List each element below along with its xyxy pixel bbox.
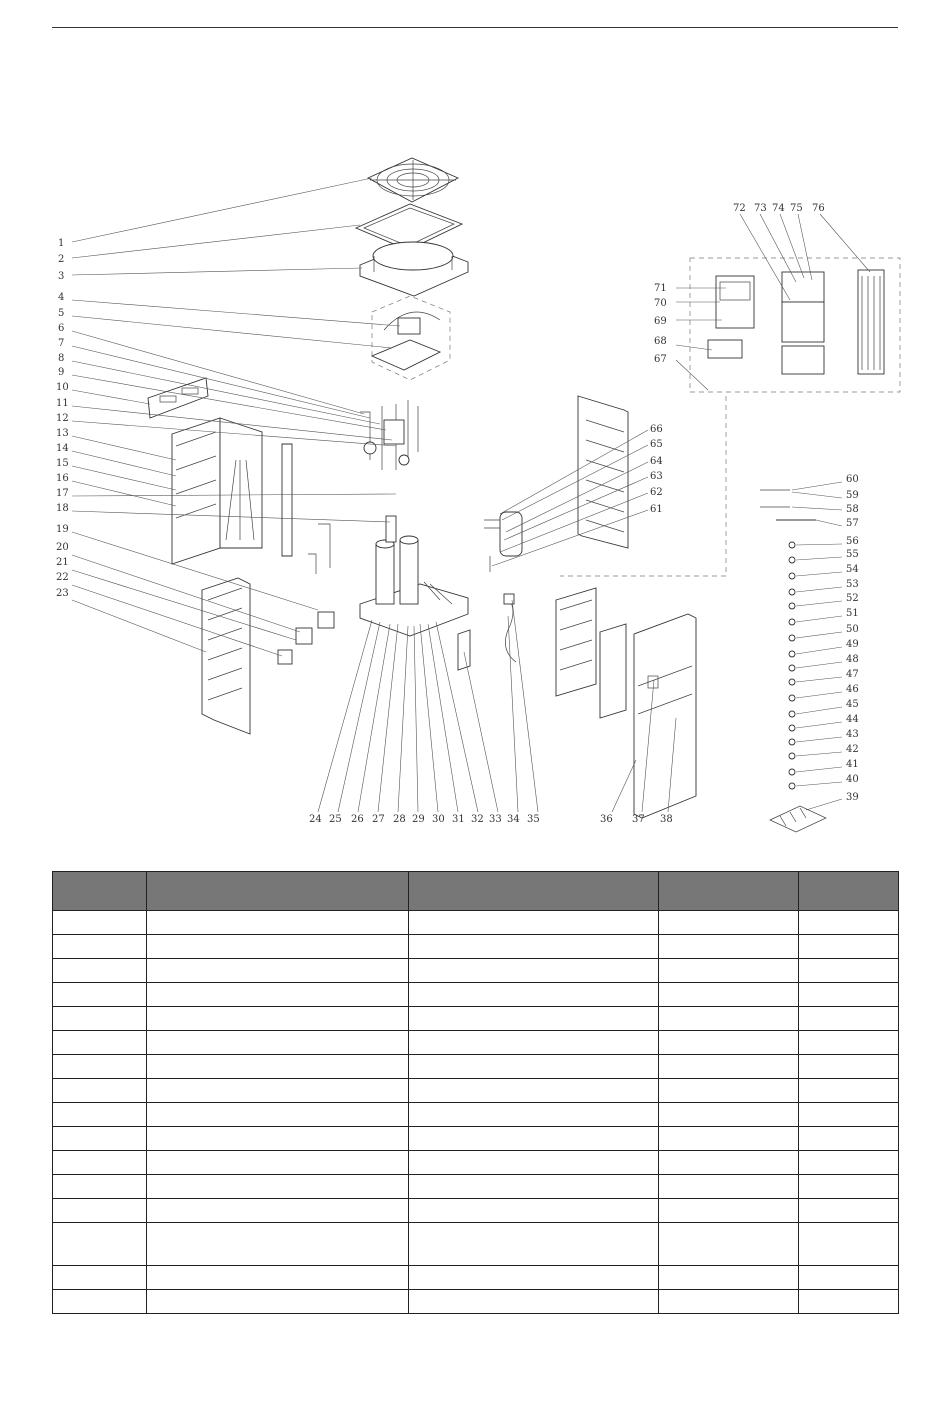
callout-30: 30: [432, 814, 445, 825]
callout-22: 22: [56, 572, 69, 583]
callout-38: 38: [660, 814, 673, 825]
table-row: [53, 959, 899, 983]
table-cell: [147, 1127, 409, 1151]
callout-41: 41: [846, 759, 859, 770]
table-cell: [799, 911, 899, 935]
table-cell: [409, 1007, 659, 1031]
callout-2: 2: [58, 254, 65, 265]
callout-labels-right: [846, 474, 859, 803]
callout-73: 73: [754, 203, 767, 214]
table-cell: [659, 1055, 799, 1079]
table-cell: [409, 1175, 659, 1199]
callout-6: 6: [58, 323, 65, 334]
header-cell: [147, 872, 409, 911]
table-cell: [147, 1055, 409, 1079]
callout-10: 10: [56, 382, 69, 393]
table-row: [53, 911, 899, 935]
callout-61: 61: [650, 504, 663, 515]
table-cell: [409, 911, 659, 935]
callout-labels-bottom: [309, 814, 673, 825]
callout-13: 13: [56, 428, 69, 439]
table-cell: [659, 1290, 799, 1314]
callout-70: 70: [654, 298, 667, 309]
table-cell: [799, 1151, 899, 1175]
callout-26: 26: [351, 814, 364, 825]
table-cell: [147, 959, 409, 983]
callout-33: 33: [489, 814, 502, 825]
callout-8: 8: [58, 353, 65, 364]
table-cell: [799, 935, 899, 959]
callout-47: 47: [846, 669, 859, 680]
callout-63: 63: [650, 471, 663, 482]
table-cell: [409, 1055, 659, 1079]
table-cell: [659, 1151, 799, 1175]
callout-55: 55: [846, 549, 859, 560]
parts-table-header: [53, 872, 899, 911]
table-row: [53, 1031, 899, 1055]
table-cell: [147, 1290, 409, 1314]
callout-71: 71: [654, 283, 667, 294]
table-cell: [53, 1175, 147, 1199]
callout-34: 34: [507, 814, 520, 825]
header-cell: [409, 872, 659, 911]
table-cell: [799, 983, 899, 1007]
callout-11: 11: [56, 398, 69, 409]
callout-48: 48: [846, 654, 859, 665]
table-row: [53, 1199, 899, 1223]
table-cell: [53, 1055, 147, 1079]
table-cell: [659, 1266, 799, 1290]
callout-23: 23: [56, 588, 69, 599]
callout-46: 46: [846, 684, 859, 695]
table-row: [53, 1290, 899, 1314]
table-cell: [147, 1223, 409, 1266]
callout-43: 43: [846, 729, 859, 740]
table-cell: [53, 1290, 147, 1314]
callout-labels-left: [56, 238, 69, 599]
table-cell: [659, 1031, 799, 1055]
header-cell: [799, 872, 899, 911]
table-cell: [799, 1007, 899, 1031]
table-cell: [409, 1290, 659, 1314]
table-cell: [409, 1127, 659, 1151]
table-cell: [799, 1031, 899, 1055]
callout-50: 50: [846, 624, 859, 635]
control-box-boards: [708, 270, 884, 374]
parts-table: [52, 871, 899, 1314]
table-cell: [147, 1151, 409, 1175]
callout-5: 5: [58, 308, 65, 319]
table-cell: [409, 1031, 659, 1055]
table-cell: [147, 911, 409, 935]
table-cell: [409, 935, 659, 959]
table-cell: [147, 1079, 409, 1103]
callout-24: 24: [309, 814, 322, 825]
callout-31: 31: [452, 814, 465, 825]
callout-35: 35: [527, 814, 540, 825]
right-side-panel: [578, 396, 628, 548]
base-tray: [360, 516, 468, 636]
callout-75: 75: [790, 203, 803, 214]
callout-14: 14: [56, 443, 69, 454]
table-cell: [659, 935, 799, 959]
table-cell: [53, 1079, 147, 1103]
callout-9: 9: [58, 367, 65, 378]
table-cell: [53, 1127, 147, 1151]
table-cell: [147, 935, 409, 959]
callout-labels-side-panel: [650, 424, 663, 515]
callout-53: 53: [846, 579, 859, 590]
table-cell: [799, 1079, 899, 1103]
table-row: [53, 1055, 899, 1079]
callout-3: 3: [58, 271, 65, 282]
table-row: [53, 1223, 899, 1266]
callout-4: 4: [58, 292, 65, 303]
callout-17: 17: [56, 488, 69, 499]
callout-68: 68: [654, 336, 667, 347]
callout-39: 39: [846, 792, 859, 803]
callout-19: 19: [56, 524, 69, 535]
table-cell: [799, 959, 899, 983]
fan-guard: [368, 158, 458, 202]
table-cell: [147, 1199, 409, 1223]
table-cell: [659, 959, 799, 983]
electric-box: [556, 588, 626, 718]
callout-60: 60: [846, 474, 859, 485]
callout-27: 27: [372, 814, 385, 825]
table-cell: [659, 1199, 799, 1223]
callout-62: 62: [650, 487, 663, 498]
table-cell: [147, 983, 409, 1007]
back-plate: [148, 378, 208, 418]
table-cell: [53, 911, 147, 935]
table-cell: [53, 1151, 147, 1175]
bracket: [458, 630, 470, 670]
callout-67: 67: [654, 354, 667, 365]
callout-25: 25: [329, 814, 342, 825]
table-cell: [409, 983, 659, 1007]
callout-29: 29: [412, 814, 425, 825]
table-row: [53, 1266, 899, 1290]
table-cell: [659, 983, 799, 1007]
callout-74: 74: [772, 203, 785, 214]
front-panel: [634, 614, 696, 818]
callout-51: 51: [846, 608, 859, 619]
callout-54: 54: [846, 564, 859, 575]
table-cell: [799, 1055, 899, 1079]
callout-21: 21: [56, 557, 69, 568]
valve-assembly: [360, 400, 418, 470]
table-row: [53, 1175, 899, 1199]
table-cell: [659, 1175, 799, 1199]
table-cell: [53, 983, 147, 1007]
table-cell: [659, 1079, 799, 1103]
table-cell: [409, 1151, 659, 1175]
fasteners: [760, 490, 826, 832]
table-cell: [147, 1175, 409, 1199]
callout-40: 40: [846, 774, 859, 785]
callout-1: 1: [58, 238, 65, 249]
callout-28: 28: [393, 814, 406, 825]
callout-45: 45: [846, 699, 859, 710]
table-cell: [409, 1223, 659, 1266]
gas-liquid-separator: [484, 512, 522, 572]
callout-59: 59: [846, 490, 859, 501]
callout-64: 64: [650, 456, 663, 467]
table-row: [53, 983, 899, 1007]
table-cell: [409, 959, 659, 983]
callout-72: 72: [733, 203, 746, 214]
callout-15: 15: [56, 458, 69, 469]
table-cell: [53, 1031, 147, 1055]
callout-labels-top-right: [733, 203, 825, 214]
callout-labels-control-box: [654, 283, 667, 365]
table-cell: [147, 1266, 409, 1290]
table-cell: [53, 935, 147, 959]
callout-58: 58: [846, 504, 859, 515]
table-cell: [53, 1223, 147, 1266]
table-cell: [147, 1031, 409, 1055]
callout-57: 57: [846, 518, 859, 529]
callout-37: 37: [632, 814, 645, 825]
table-cell: [53, 1199, 147, 1223]
table-cell: [799, 1127, 899, 1151]
heat-exchanger: [172, 418, 292, 564]
table-cell: [409, 1103, 659, 1127]
callout-76: 76: [812, 203, 825, 214]
table-cell: [799, 1199, 899, 1223]
table-cell: [409, 1266, 659, 1290]
table-cell: [799, 1266, 899, 1290]
table-cell: [409, 1199, 659, 1223]
table-row: [53, 1151, 899, 1175]
table-cell: [799, 1103, 899, 1127]
callout-18: 18: [56, 503, 69, 514]
table-cell: [53, 1007, 147, 1031]
fan-motor-assembly: [372, 296, 450, 380]
callout-66: 66: [650, 424, 663, 435]
table-cell: [659, 1103, 799, 1127]
callout-32: 32: [471, 814, 484, 825]
table-cell: [53, 1266, 147, 1290]
table-row: [53, 1079, 899, 1103]
leader-lines: [72, 178, 870, 812]
table-cell: [53, 1103, 147, 1127]
callout-20: 20: [56, 542, 69, 553]
table-row: [53, 1007, 899, 1031]
table-cell: [799, 1223, 899, 1266]
table-cell: [147, 1007, 409, 1031]
header-cell: [659, 872, 799, 911]
table-cell: [799, 1175, 899, 1199]
callout-69: 69: [654, 316, 667, 327]
callout-7: 7: [58, 338, 65, 349]
callout-65: 65: [650, 439, 663, 450]
table-row: [53, 1103, 899, 1127]
table-cell: [659, 1127, 799, 1151]
callout-42: 42: [846, 744, 859, 755]
table-row: [53, 1127, 899, 1151]
callout-12: 12: [56, 413, 69, 424]
callout-16: 16: [56, 473, 69, 484]
table-cell: [659, 911, 799, 935]
header-cell: [53, 872, 147, 911]
table-cell: [659, 1007, 799, 1031]
table-cell: [659, 1223, 799, 1266]
callout-56: 56: [846, 536, 859, 547]
table-cell: [147, 1103, 409, 1127]
table-cell: [799, 1290, 899, 1314]
table-cell: [53, 959, 147, 983]
callout-52: 52: [846, 593, 859, 604]
top-cover: [360, 242, 468, 296]
callout-44: 44: [846, 714, 859, 725]
callout-49: 49: [846, 639, 859, 650]
table-row: [53, 935, 899, 959]
table-cell: [409, 1079, 659, 1103]
callout-36: 36: [600, 814, 613, 825]
